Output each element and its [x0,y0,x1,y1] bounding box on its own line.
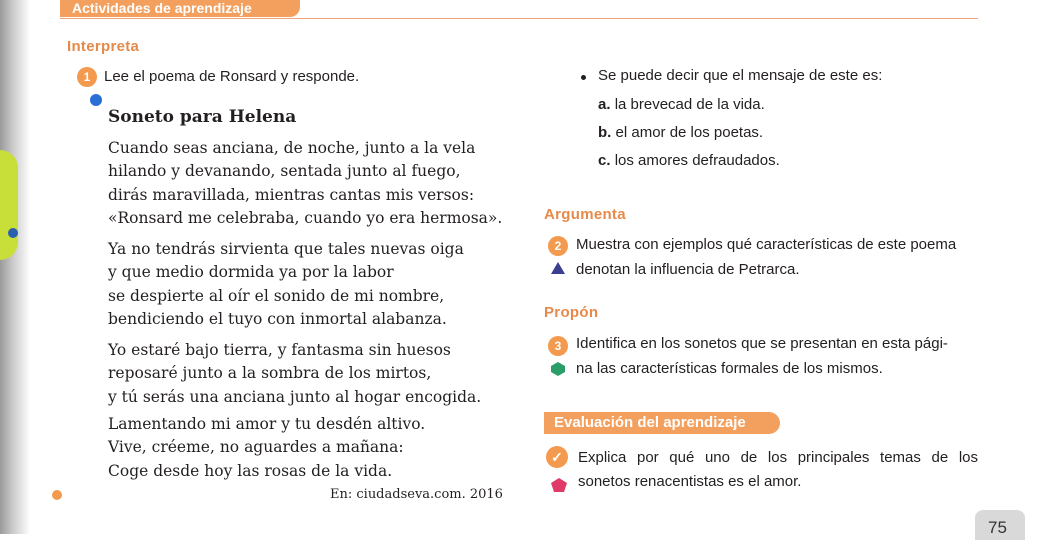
margin-dot-icon [8,228,18,238]
activity-3-line-2: na las características formales de los mismos. [576,360,883,377]
activity-number-3: 3 [548,336,568,356]
section-title-argumenta: Argumenta [544,206,626,223]
page-number: 75 [988,518,1007,537]
option-a [598,96,765,113]
option-letter: b. [598,124,612,141]
margin-dot-icon [52,490,62,500]
activity-2-line-2: denotan la influencia de Petrarca. [576,261,800,278]
activity-1-instruction: Lee el poema de Ronsard y responde. [104,68,360,85]
option-b [598,124,763,141]
section-title-propon: Propón [544,304,599,321]
evaluation-title: Evaluación del aprendizaje [554,414,746,431]
section-title-interpreta: Interpreta [67,38,140,55]
option-c [598,152,780,169]
poem-source: En: ciudadseva.com. 2016 [330,487,503,502]
hexagon-icon [551,362,565,376]
bullet-dot-icon [90,94,102,106]
header-band-label: Actividades de aprendizaje [72,0,252,16]
bullet-icon [581,75,586,80]
activity-number-2: 2 [548,236,568,256]
option-text: la brevecad de la vida. [614,96,765,113]
activity-1-question: Se puede decir que el mensaje de este es: [598,67,883,84]
pentagon-icon [551,478,567,492]
triangle-icon [551,262,565,274]
header-rule [60,18,978,19]
poem-stanza-4: Lamentando mi amor y tu desdén altivo. Vive, créeme, no aguardes a mañana: Coge desde hoy las rosas de la vida. [108,415,426,480]
option-text: los amores defraudados. [614,152,780,169]
page-number-tab [975,510,1025,540]
activity-2-line-1: Muestra con ejemplos qué características de este poema [576,236,957,253]
evaluation-band [544,412,780,434]
activity-number-1: 1 [77,67,97,87]
option-text: el amor de los poetas. [615,124,764,141]
margin-tab-decoration [0,150,18,260]
binding-edge [0,0,30,534]
option-letter: c. [598,152,611,169]
poem-stanza-2: Ya no tendrás sirvienta que tales nuevas oiga y que medio dormida ya por la labor se despierte al oír el sonido de mi nombre, bendiciendo el tuyo con inmortal alabanza. [108,240,464,328]
poem-stanza-1: Cuando seas anciana, de noche, junto a la vela hilando y devanando, sentada junto al fuego, dirás maravillada, mientras cantas mis versos: «Ronsard me celebraba, cuando yo era hermosa». [108,139,503,227]
option-letter: a. [598,96,611,113]
evaluation-line-1: Explica por qué uno de los principales temas de los [578,449,978,466]
evaluation-line-2: sonetos renacentistas es el amor. [578,473,802,490]
header-band [60,0,300,17]
check-icon: ✓ [546,446,568,468]
poem-stanza-3: Yo estaré bajo tierra, y fantasma sin huesos reposaré junto a la sombra de los mirtos, y tú serás una anciana junto al hogar encogida. [108,341,482,406]
poem-title: Soneto para Helena [108,107,297,127]
activity-3-line-1: Identifica en los sonetos que se presentan en esta pági- [576,335,948,352]
